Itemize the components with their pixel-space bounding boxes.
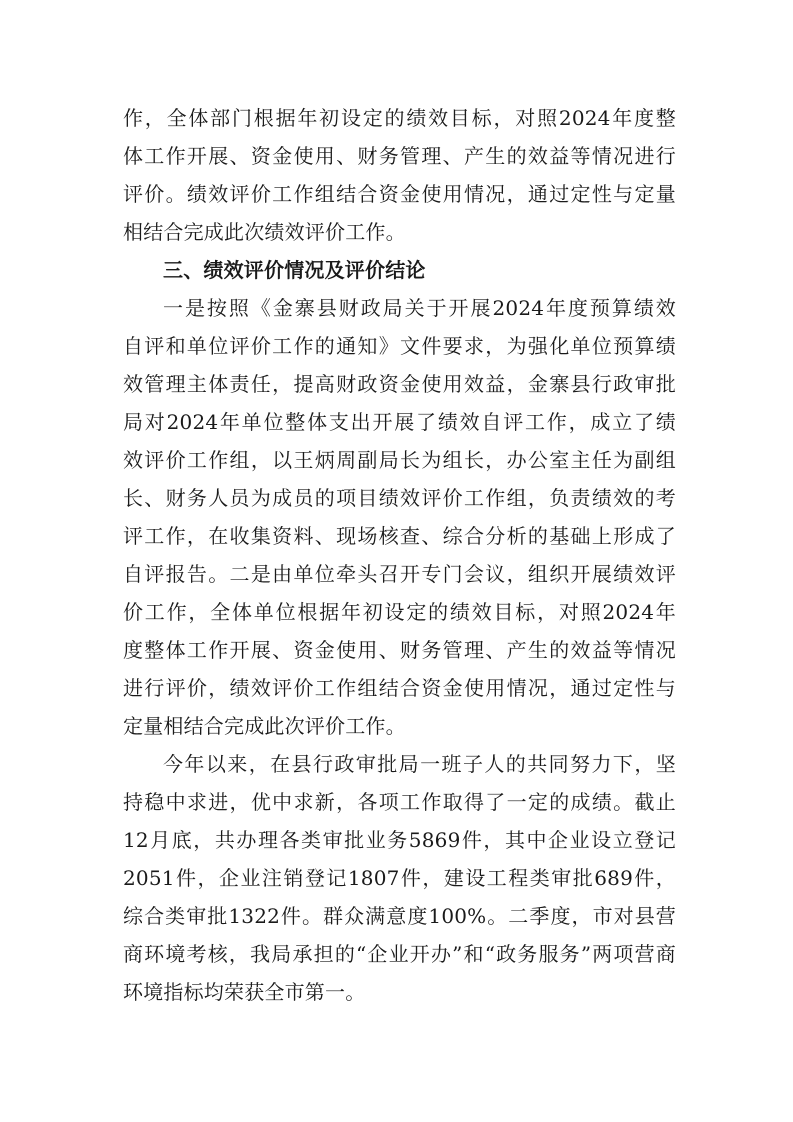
- paragraph-line: 环境指标均荣获全市第一。: [123, 980, 366, 1004]
- paragraph-line: 价工作，全体单位根据年初设定的绩效目标，对照2024年: [123, 600, 676, 624]
- paragraph-line: 商环境考核，我局承担的“企业开办”和“政务服务”两项营商: [123, 942, 676, 966]
- paragraph-line: 体工作开展、资金使用、财务管理、产生的效益等情况进行: [123, 144, 676, 168]
- paragraph-line: 效管理主体责任，提高财政资金使用效益，金寨县行政审批: [123, 372, 676, 396]
- paragraph-line: 一是按照《金寨县财政局关于开展2024年度预算绩效: [163, 296, 676, 320]
- paragraph-line: 持稳中求进，优中求新，各项工作取得了一定的成绩。截止: [123, 790, 676, 814]
- paragraph-line: 进行评价，绩效评价工作组结合资金使用情况，通过定性与: [123, 676, 676, 700]
- paragraph-line: 度整体工作开展、资金使用、财务管理、产生的效益等情况: [123, 638, 676, 662]
- paragraph-line: 相结合完成此次绩效评价工作。: [123, 220, 406, 244]
- section-heading: 三、绩效评价情况及评价结论: [163, 258, 426, 282]
- paragraph-line: 评价。绩效评价工作组结合资金使用情况，通过定性与定量: [123, 182, 676, 206]
- paragraph-line: 效评价工作组，以王炳周副局长为组长，办公室主任为副组: [123, 448, 676, 472]
- paragraph-line: 长、财务人员为成员的项目绩效评价工作组，负责绩效的考: [123, 486, 676, 510]
- paragraph-line: 自评和单位评价工作的通知》文件要求，为强化单位预算绩: [123, 334, 676, 358]
- paragraph-line: 自评报告。二是由单位牵头召开专门会议，组织开展绩效评: [123, 562, 676, 586]
- paragraph-line: 评工作，在收集资料、现场核查、综合分析的基础上形成了: [123, 524, 676, 548]
- paragraph-line: 12月底，共办理各类审批业务5869件，其中企业设立登记: [123, 828, 676, 852]
- paragraph-line: 综合类审批1322件。群众满意度100%。二季度，市对县营: [123, 904, 676, 928]
- paragraph-line: 定量相结合完成此次评价工作。: [123, 714, 406, 738]
- paragraph-line: 今年以来，在县行政审批局一班子人的共同努力下，坚: [163, 752, 676, 776]
- paragraph-line: 局对2024年单位整体支出开展了绩效自评工作，成立了绩: [123, 410, 676, 434]
- paragraph-line: 作，全体部门根据年初设定的绩效目标，对照2024年度整: [123, 106, 676, 130]
- paragraph-line: 2051件，企业注销登记1807件，建设工程类审批689件，: [123, 866, 676, 890]
